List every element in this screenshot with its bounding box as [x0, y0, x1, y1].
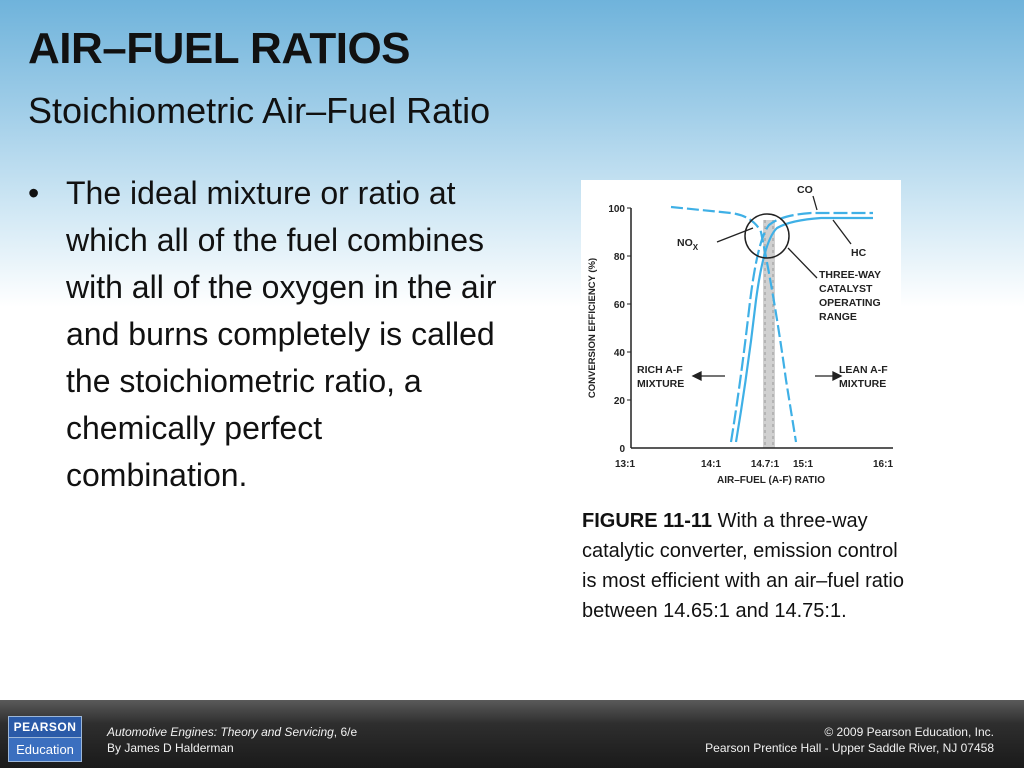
nox-pointer-line [717, 228, 753, 242]
y-tick-40: 40 [613, 348, 625, 359]
logo-bottom-text: Education [9, 738, 81, 761]
lean-label-1: LEAN A-F [839, 364, 888, 376]
book-edition: , 6/e [333, 725, 358, 739]
caption-label: FIGURE 11-11 [582, 510, 713, 532]
y-tick-0: 0 [619, 444, 625, 455]
nox-label-sub: X [692, 243, 699, 252]
figure-caption [582, 506, 912, 626]
footer-author: By James D Halderman [107, 741, 234, 755]
y-tick-80: 80 [613, 252, 625, 263]
logo-top-text: PEARSON [9, 717, 81, 738]
nox-label-main: NO [677, 237, 693, 249]
hc-label: HC [851, 247, 867, 259]
slide-subtitle: Stoichiometric Air–Fuel Ratio [28, 90, 491, 131]
lean-label-2: MIXTURE [839, 378, 887, 390]
catalyst-efficiency-figure [581, 180, 901, 495]
co-label: CO [797, 184, 813, 196]
rich-arrow-head [693, 372, 701, 380]
x-axis-label: AIR–FUEL (A-F) RATIO [717, 475, 825, 486]
footer-bar [0, 700, 1024, 768]
y-axis-label: CONVERSION EFFICIENCY (%) [587, 257, 598, 399]
x-tick-16: 16:1 [872, 459, 894, 470]
x-tick-14: 14:1 [700, 459, 722, 470]
x-tick-14-7: 14.7:1 [750, 459, 780, 470]
caption-text: With a three-way catalytic converter, emission control is most efficient with an air–fuel ratio between 14.65:1 and 14.75:1. [582, 510, 905, 622]
footer-publisher-info [705, 724, 994, 756]
footer-book-info [107, 724, 357, 756]
bullet-list [28, 170, 498, 499]
range-label-3: OPERATING [819, 297, 881, 309]
range-pointer-line [788, 248, 817, 278]
hc-pointer-line [833, 220, 851, 244]
pearson-logo [8, 716, 82, 762]
footer-copyright: © 2009 Pearson Education, Inc. [824, 725, 994, 739]
range-label-1: THREE-WAY [819, 269, 882, 281]
bullet-dot-icon: • [28, 175, 40, 211]
bullet-text: The ideal mixture or ratio at which all of the fuel combines with all of the oxygen in the air and burns completely is called the stoichiometric ratio, a chemically perfect combination. [66, 175, 497, 493]
co-pointer-line [813, 196, 817, 210]
range-label-2: CATALYST [819, 283, 873, 295]
rich-label-1: RICH A-F [637, 364, 683, 376]
y-tick-60: 60 [613, 300, 625, 311]
slide-title: AIR–FUEL RATIOS [28, 24, 411, 73]
footer-book-line [107, 724, 357, 740]
y-tick-20: 20 [613, 396, 625, 407]
efficiency-chart-svg [581, 180, 901, 495]
nox-label [677, 237, 699, 252]
x-tick-13: 13:1 [614, 459, 636, 470]
x-tick-15: 15:1 [792, 459, 814, 470]
book-title: Automotive Engines: Theory and Servicing [107, 725, 334, 739]
range-label-4: RANGE [819, 311, 857, 323]
y-tick-100: 100 [608, 204, 625, 215]
footer-publisher: Pearson Prentice Hall - Upper Saddle River, NJ 07458 [705, 741, 994, 755]
rich-label-2: MIXTURE [637, 378, 685, 390]
